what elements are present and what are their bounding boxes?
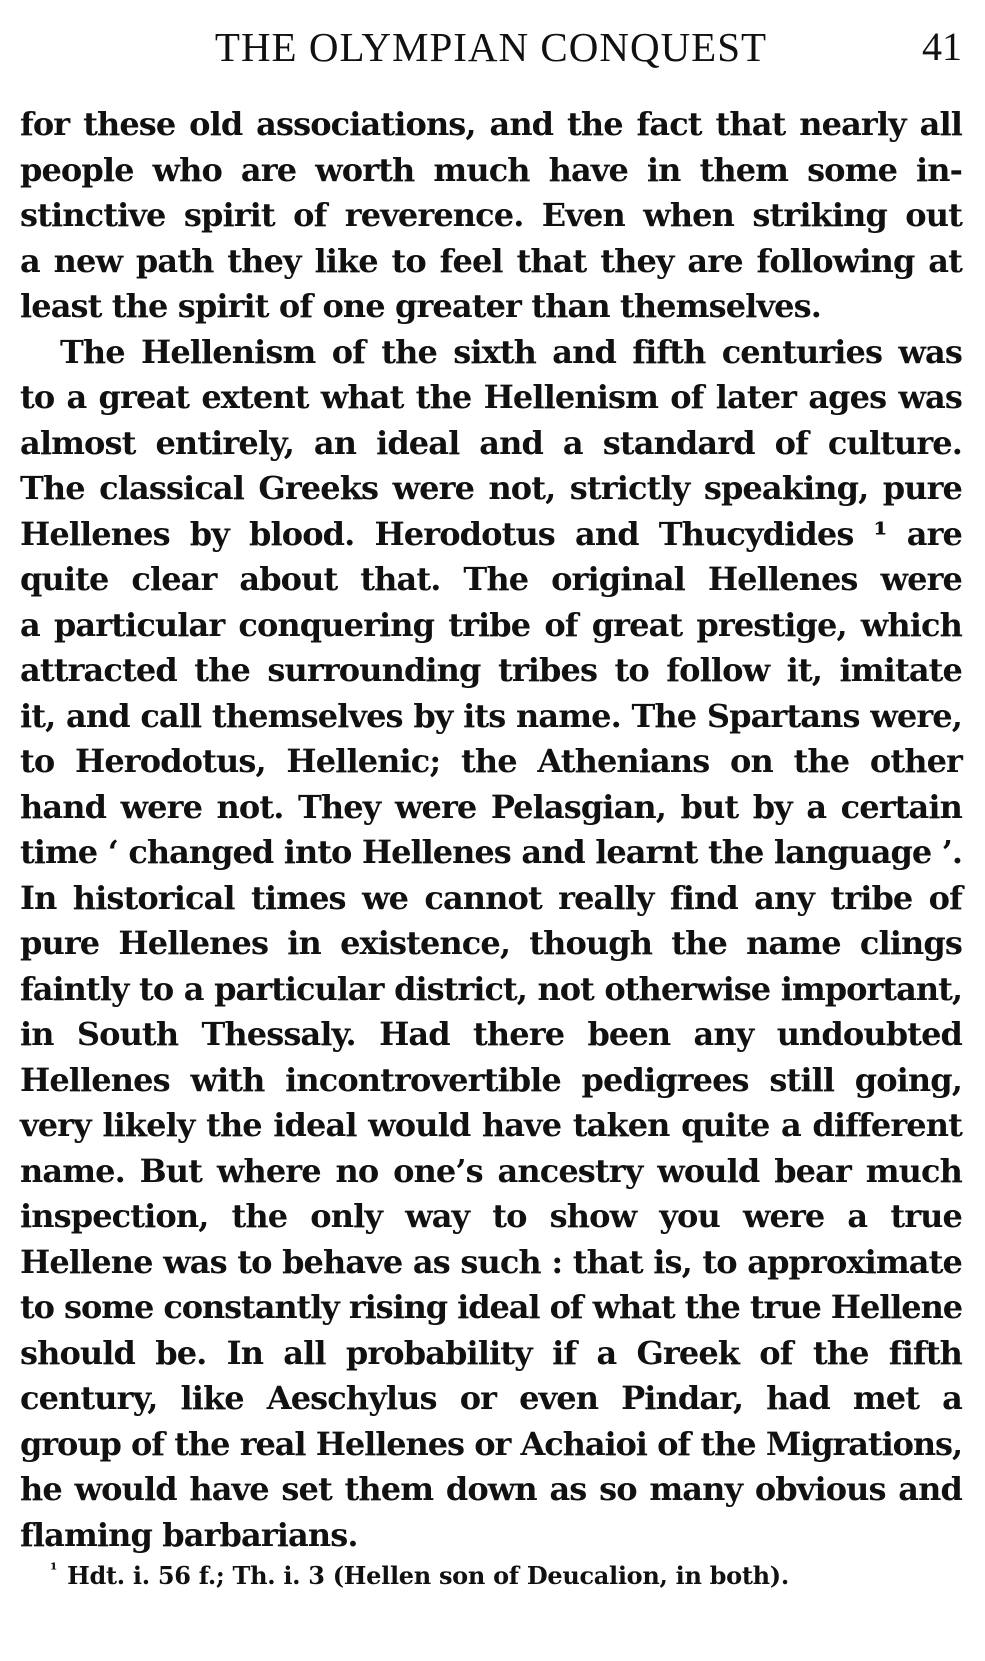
text-line: in South Thessaly. Had there been any undoubted xyxy=(20,1015,962,1053)
text-line: people who are worth much have in them some in- xyxy=(20,150,962,189)
footnote-marker: ¹ xyxy=(50,1560,58,1580)
text-line: century, like Aeschylus or even Pindar, had met a xyxy=(20,1379,962,1417)
text-line: time ‘ changed into Hellenes and learnt the language ’. xyxy=(20,833,962,871)
text-line: to some constantly rising ideal of what the true Hellene xyxy=(20,1288,962,1326)
page-header xyxy=(20,22,962,72)
text-line: a particular conquering tribe of great prestige, which xyxy=(20,605,962,644)
text-line: for these old associations, and the fact that nearly all xyxy=(20,105,962,143)
text-line: it, and call themselves by its name. The Spartans were, xyxy=(20,696,962,735)
text-line: attracted the surrounding tribes to follow it, imitate xyxy=(20,651,962,689)
body-text xyxy=(20,102,962,1558)
text-line: Hellene was to behave as such : that is, to approximate xyxy=(20,1242,962,1281)
text-line: stinctive spirit of reverence. Even when striking out xyxy=(20,196,962,234)
text-line: very likely the ideal would have taken quite a different xyxy=(20,1106,962,1144)
text-line: Hellenes by blood. Herodotus and Thucydides ¹ are xyxy=(20,514,962,553)
text-line: inspection, the only way to show you were a true xyxy=(20,1197,962,1235)
page-number: 41 xyxy=(922,24,962,69)
text-line: he would have set them down as so many obvious and xyxy=(20,1470,962,1508)
text-line: pure Hellenes in existence, though the name clings xyxy=(20,924,962,962)
footnote-text: Hdt. i. 56 f.; Th. i. 3 (Hellen son of Deucalion, in both). xyxy=(67,1561,789,1590)
text-line: least the spirit of one greater than themselves. xyxy=(20,287,821,325)
text-line: flaming barbarians. xyxy=(20,1515,358,1554)
text-line: The classical Greeks were not, strictly speaking, pure xyxy=(20,469,962,507)
text-line: a new path they like to feel that they are following at xyxy=(20,241,962,280)
text-line: Hellenes with incontrovertible pedigrees still going, xyxy=(20,1060,962,1099)
text-line: almost entirely, an ideal and a standard of culture. xyxy=(20,423,962,462)
text-line: quite clear about that. The original Hellenes were xyxy=(20,560,962,598)
text-line: faintly to a particular district, not otherwise important, xyxy=(20,969,962,1008)
text-line: to a great extent what the Hellenism of later ages was xyxy=(20,378,962,416)
text-line: In historical times we cannot really find any tribe of xyxy=(20,878,962,917)
text-line: name. But where no one’s ancestry would bear much xyxy=(20,1151,962,1190)
text-line: group of the real Hellenes or Achaioi of the Migrations, xyxy=(20,1424,962,1463)
footnote xyxy=(20,1550,962,1596)
text-line: The Hellenism of the sixth and fifth centuries was xyxy=(60,332,962,371)
text-line: to Herodotus, Hellenic; the Athenians on the other xyxy=(20,742,962,780)
text-line: hand were not. They were Pelasgian, but by a certain xyxy=(20,787,962,826)
text-line: should be. In all probability if a Greek of the fifth xyxy=(20,1333,962,1372)
running-head: THE OLYMPIAN CONQUEST xyxy=(214,24,768,70)
